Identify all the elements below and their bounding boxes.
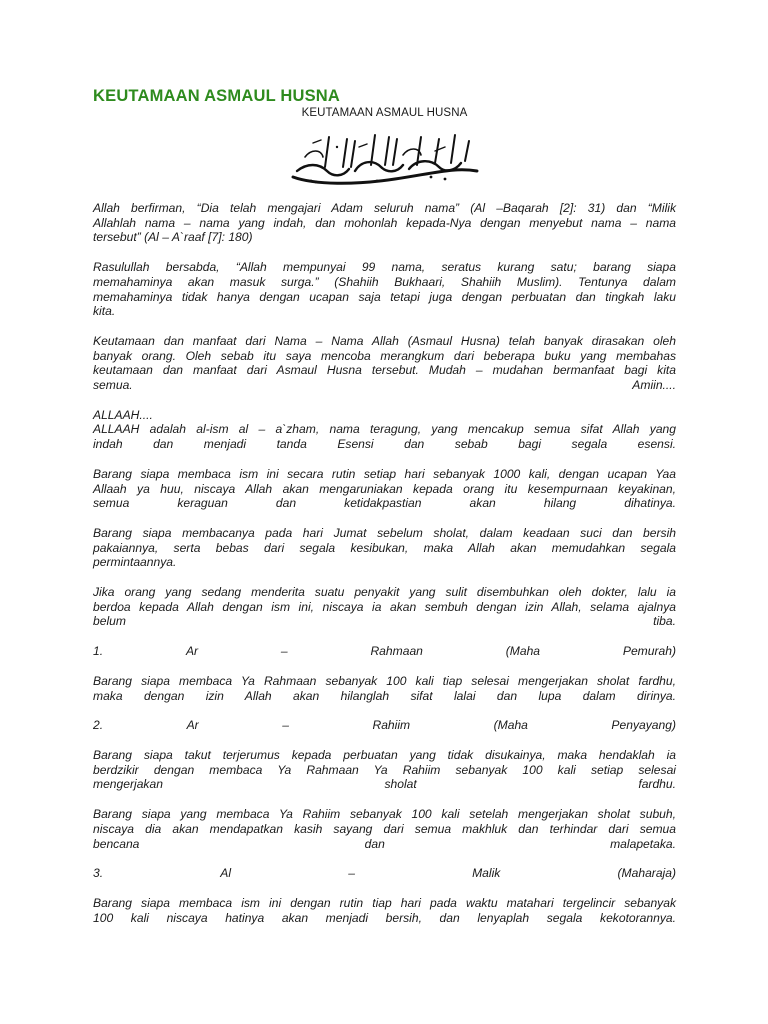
paragraph (93, 748, 676, 792)
paragraph (93, 896, 676, 925)
heading-number: 3. (93, 866, 104, 881)
text-line: Barang siapa membacanya pada hari Jumat sebelum sholat, dalam keadaan suci dan bersih (93, 525, 676, 540)
paragraph (93, 334, 676, 393)
heading-name: Rahiim (372, 718, 411, 733)
heading-dash: – (348, 866, 355, 881)
text-line: bencana dan malapetaka. (93, 836, 676, 851)
text-line: Barang siapa yang membaca Ya Rahiim sebanyak 100 kali setelah mengerjakan sholat subuh, (93, 807, 676, 822)
paragraph (93, 467, 676, 511)
paragraph (93, 807, 676, 851)
text-line: Barang siapa takut terjerumus kepada perbuatan yang tidak disukainya, maka hendaklah ia (93, 747, 676, 762)
heading-word: (Maha (505, 644, 541, 659)
basmala-calligraphy-image (285, 127, 485, 187)
text-line: banyak orang. Oleh sebab itu saya mencoba merangkum dari beberapa buku yang membahas (93, 348, 676, 363)
text-line: berdoa kepada Allah dengan ism ini, niscaya ia akan sembuh dengan izin Allah, selama ajalnya (93, 599, 676, 614)
text-line: pakaiannya, serta bebas dari segala kesibukan, maka Allah akan memudahkan segala (93, 540, 676, 555)
heading-word: Al (220, 866, 232, 881)
text-line: belum tiba. (93, 614, 676, 629)
heading-dash: – (280, 644, 288, 659)
text-line: kita. (93, 304, 116, 319)
text-line: memahaminya akan masuk surga.” (Shahiih Bukhaari, Shahiih Muslim). Tentunya dalam (93, 274, 676, 289)
text-line: keutamaan dan manfaat dari Asmaul Husna tersebut. Mudah – mudahan bermanfaat bagi kita (93, 363, 676, 378)
document-body (93, 201, 676, 925)
heading-meaning: (Maharaja) (617, 866, 676, 881)
heading-dash: – (282, 718, 289, 733)
page-title: KEUTAMAAN ASMAUL HUSNA (93, 87, 341, 105)
paragraph (93, 408, 676, 452)
paragraph (93, 674, 676, 703)
text-line: tersebut” (Al – A`raaf [7]: 180) (93, 230, 253, 245)
document-page (93, 86, 676, 925)
asma-heading-ar-rahiim (93, 718, 676, 733)
text-line: Allaah ya huu, niscaya Allah akan mengaruniakan kepada orang itu kesempurnaan keyakinan, (93, 481, 676, 496)
document-subtitle: KEUTAMAAN ASMAUL HUSNA (301, 107, 468, 119)
text-line: mengerjakan sholat fardhu. (93, 777, 676, 792)
text-line: Keutamaan dan manfaat dari Nama – Nama Allah (Asmaul Husna) telah banyak dirasakan oleh (93, 333, 676, 348)
heading-number: 1. (93, 644, 104, 659)
text-line: Rasulullah bersabda, “Allah mempunyai 99 nama, seratus kurang satu; barang siapa (93, 260, 676, 275)
heading-number: 2. (93, 718, 104, 733)
asma-heading-al-malik (93, 866, 676, 881)
text-line: Allahlah nama – nama yang indah, dan mohonlah kepada-Nya dengan menyebut nama – nama (93, 215, 676, 230)
asma-heading-ar-rahmaan (93, 644, 676, 659)
text-line: semua keraguan dan ketidakpastian akan hilang dihatinya. (93, 496, 676, 511)
text-line: indah dan menjadi tanda Esensi dan sebab bagi segala esensi. (93, 437, 676, 452)
heading-meaning: Penyayang) (611, 718, 676, 733)
paragraph (93, 585, 676, 629)
text-line: memahaminya tidak hanya dengan ucapan saja tetapi juga dengan perbuatan dan tingkah laku (93, 289, 676, 304)
heading-name: Malik (472, 866, 501, 881)
text-line: niscaya dia akan mendapatkan kasih sayang dari semua makhluk dan terhindar dari semua (93, 821, 676, 836)
paragraph (93, 526, 676, 570)
text-line: maka dengan izin Allah akan hilanglah sifat lalai dan lupa dalam dirinya. (93, 688, 676, 703)
text-line: semua. Amiin.... (93, 378, 676, 393)
text-line: permintaannya. (93, 555, 177, 570)
text-line: Barang siapa membaca Ya Rahmaan sebanyak 100 kali tiap selesai mengerjakan sholat fardhu, (93, 673, 676, 688)
heading-meaning: Pemurah) (622, 644, 676, 659)
heading-word: Ar (186, 718, 199, 733)
text-line: ALLAAH adalah al-ism al – a`zham, nama teragung, yang mencakup semua sifat Allah yang (93, 422, 676, 437)
heading-word: Ar (185, 644, 199, 659)
heading-name: Rahmaan (370, 644, 423, 659)
text-line: Jika orang yang sedang menderita suatu penyakit yang sulit disembuhkan oleh dokter, lalu ia (93, 585, 676, 600)
text-line: Barang siapa membaca ism ini secara rutin setiap hari sebanyak 1000 kali, dengan ucapan Yaa (93, 466, 676, 481)
text-line: Barang siapa membaca ism ini dengan rutin tiap hari pada waktu matahari tergelincir sebanyak (93, 895, 676, 910)
section-heading: ALLAAH.... (93, 407, 153, 422)
text-line: berdzikir dengan membaca Ya Rahmaan Ya Rahiim sebanyak 100 kali setiap selesai (93, 762, 676, 777)
paragraph (93, 260, 676, 319)
heading-word: (Maha (493, 718, 528, 733)
paragraph (93, 201, 676, 245)
text-line: Allah berfirman, “Dia telah mengajari Adam seluruh nama” (Al –Baqarah [2]: 31) dan “Milik (93, 201, 676, 215)
text-line: 100 kali niscaya hatinya akan menjadi bersih, dan lenyaplah segala kekotorannya. (93, 910, 676, 925)
